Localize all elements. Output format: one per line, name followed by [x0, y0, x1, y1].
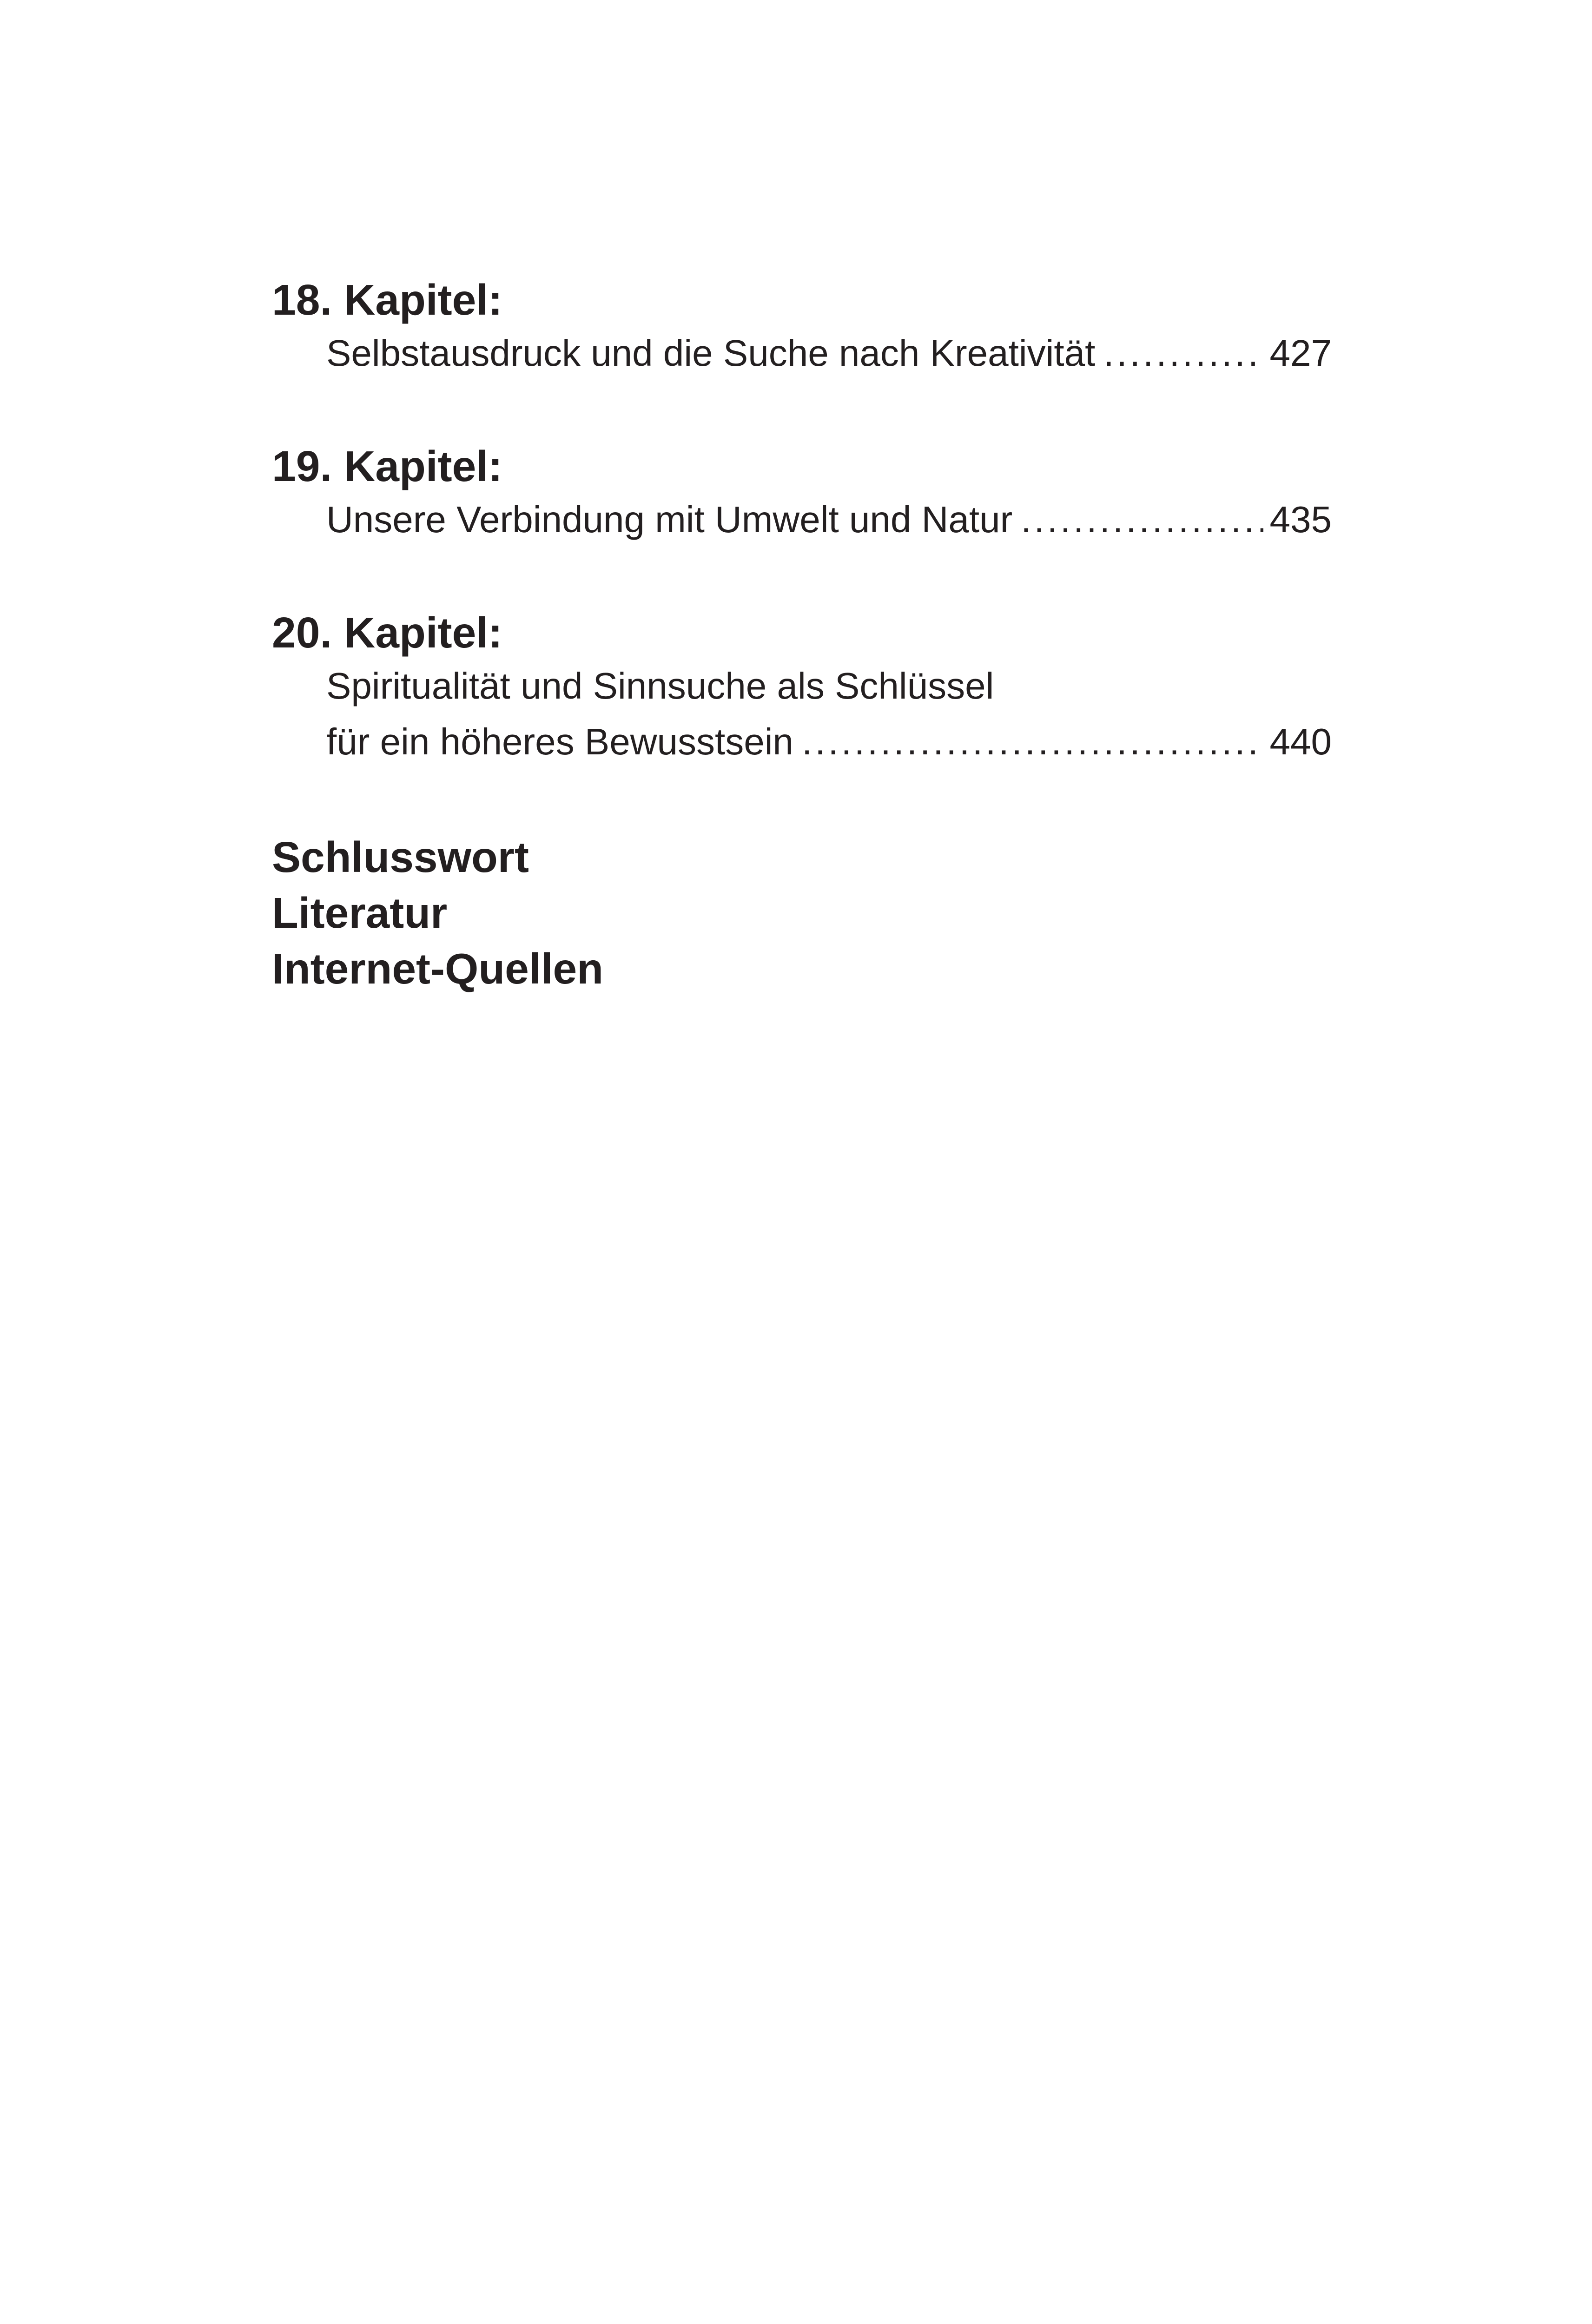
- dot-leader: [1021, 492, 1263, 548]
- back-matter-literatur: Literatur: [272, 889, 448, 937]
- toc-entry: [272, 492, 1332, 548]
- toc-chapter-20: [272, 607, 1332, 770]
- entry-title: für ein höheres Bewusstsein: [326, 721, 793, 762]
- toc-entry-line: [326, 325, 1332, 381]
- dot-leader: [1103, 325, 1263, 381]
- toc-entry: [272, 658, 1332, 770]
- dot-leader: [802, 714, 1263, 770]
- back-matter: [272, 829, 1332, 997]
- entry-title: Unsere Verbindung mit Umwelt und Natur: [326, 499, 1013, 540]
- toc-entry-line: [326, 492, 1332, 548]
- page-number: 435: [1269, 499, 1332, 540]
- toc-chapter-19: [272, 441, 1332, 548]
- toc-entry-line: [326, 714, 1332, 770]
- page-number: 440: [1269, 721, 1332, 762]
- toc-chapter-18: [272, 274, 1332, 381]
- table-of-contents: [272, 274, 1332, 997]
- entry-title-line: Spiritualität und Sinnsuche als Schlüssel: [326, 665, 994, 706]
- page-number: 427: [1269, 332, 1332, 374]
- back-matter-internet-quellen: Internet-Quellen: [272, 944, 604, 993]
- chapter-heading: 18. Kapitel:: [272, 276, 503, 324]
- chapter-heading: 20. Kapitel:: [272, 608, 503, 657]
- chapter-heading: 19. Kapitel:: [272, 442, 503, 490]
- toc-entry: [272, 325, 1332, 381]
- back-matter-schlusswort: Schlusswort: [272, 833, 529, 881]
- entry-title: Selbstausdruck und die Suche nach Kreativität: [326, 332, 1096, 374]
